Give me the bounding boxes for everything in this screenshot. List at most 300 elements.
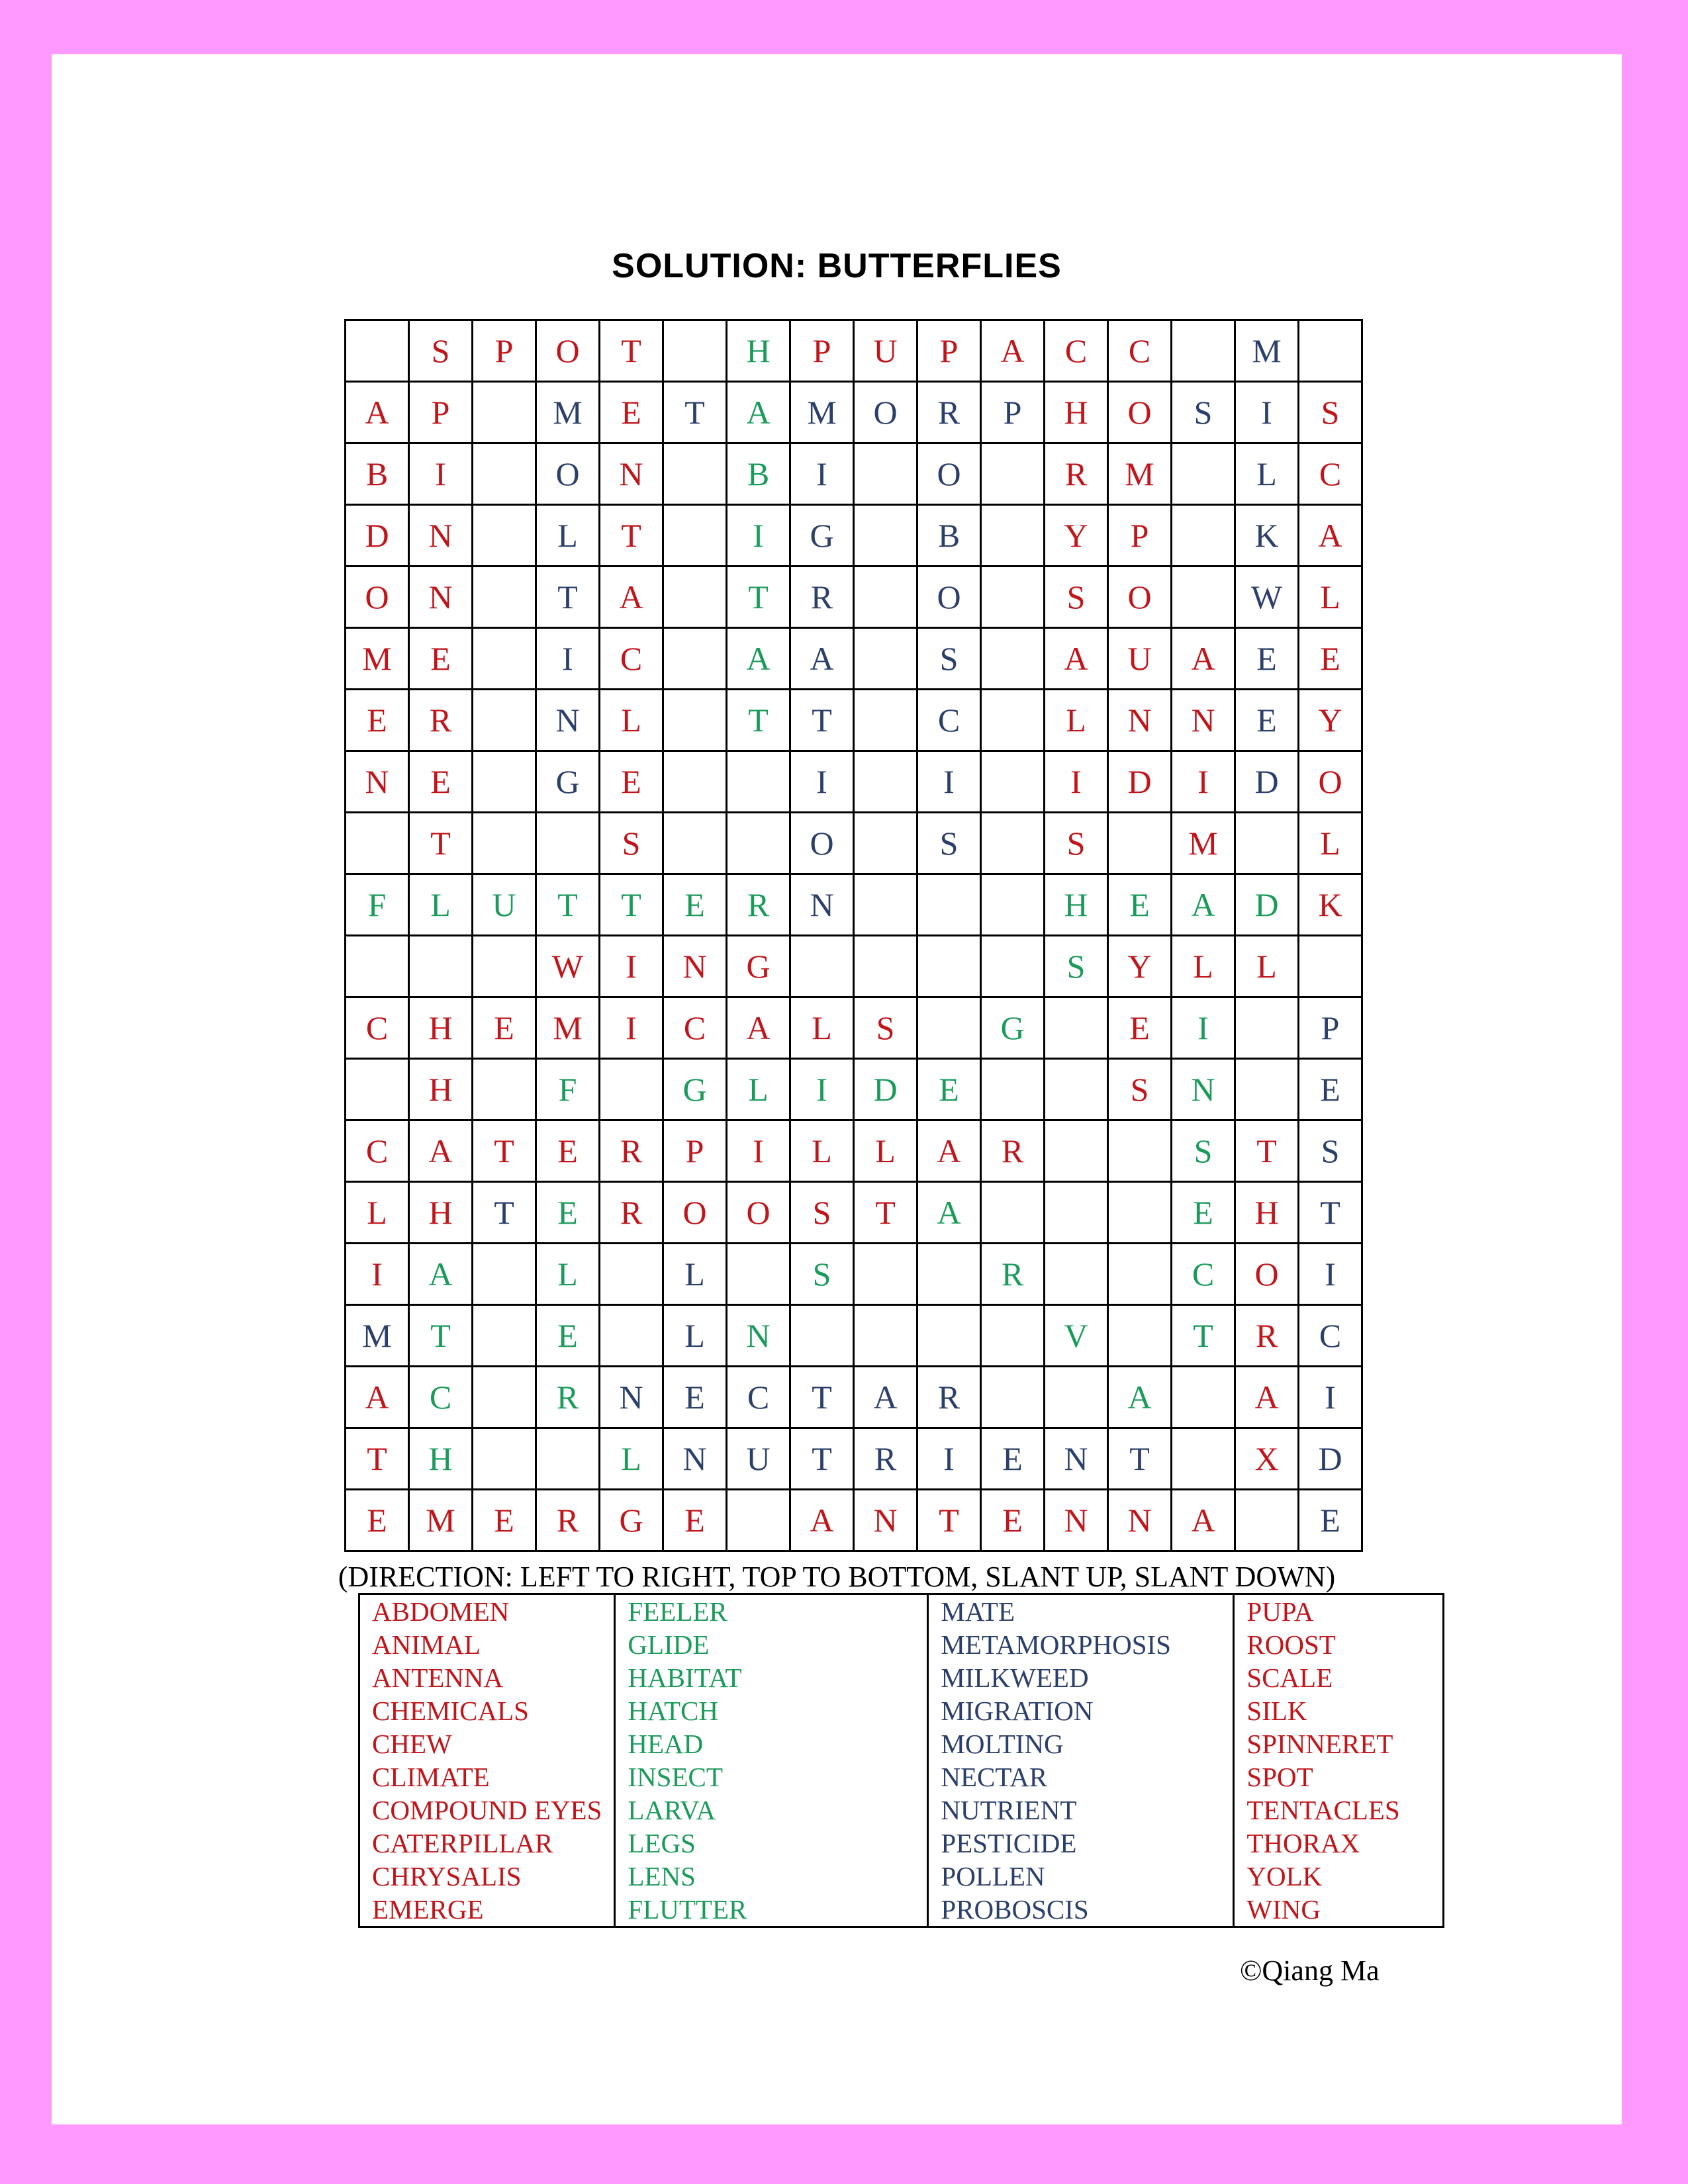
grid-cell — [600, 1059, 663, 1120]
word-list-item: CHEMICALS — [372, 1696, 529, 1726]
grid-cell: C — [346, 997, 409, 1059]
word-list-item: COMPOUND EYES — [372, 1795, 602, 1825]
grid-cell: O — [536, 320, 600, 382]
grid-cell: N — [727, 1305, 790, 1367]
grid-cell: C — [1108, 320, 1172, 382]
grid-cell: R — [917, 1367, 981, 1428]
grid-cell: G — [663, 1059, 727, 1120]
word-list-item: LARVA — [628, 1795, 716, 1825]
grid-cell: H — [727, 320, 790, 382]
grid-cell — [473, 567, 536, 628]
grid-cell: N — [536, 690, 600, 751]
grid-cell: T — [790, 690, 854, 751]
grid-cell: S — [1172, 1120, 1235, 1182]
grid-cell: E — [346, 1490, 409, 1551]
grid-cell — [981, 813, 1045, 874]
grid-cell — [473, 443, 536, 505]
grid-cell — [473, 813, 536, 874]
grid-row — [346, 505, 1362, 567]
grid-cell — [917, 874, 981, 936]
grid-cell: O — [1108, 382, 1172, 443]
grid-cell: Y — [1045, 505, 1108, 567]
grid-cell: D — [1235, 874, 1299, 936]
word-list-item: ANIMAL — [372, 1629, 481, 1660]
grid-cell: M — [1108, 443, 1172, 505]
grid-cell: C — [409, 1367, 473, 1428]
word-list-item: YOLK — [1246, 1861, 1323, 1891]
grid-row — [346, 874, 1362, 936]
grid-cell: H — [409, 1428, 473, 1490]
grid-cell — [1235, 1490, 1299, 1551]
grid-cell: K — [1235, 505, 1299, 567]
grid-cell — [1172, 567, 1235, 628]
grid-cell — [473, 628, 536, 690]
grid-cell — [663, 505, 727, 567]
grid-cell: A — [981, 320, 1045, 382]
grid-cell: G — [600, 1490, 663, 1551]
word-list-item: CLIMATE — [372, 1762, 490, 1792]
grid-cell: L — [727, 1059, 790, 1120]
grid-cell: X — [1235, 1428, 1299, 1490]
grid-cell — [981, 443, 1045, 505]
grid-cell: I — [1299, 1367, 1362, 1428]
grid-cell: T — [346, 1428, 409, 1490]
grid-cell — [1108, 1244, 1172, 1305]
grid-cell: I — [917, 1428, 981, 1490]
grid-cell: M — [346, 628, 409, 690]
grid-cell: A — [409, 1244, 473, 1305]
grid-cell: A — [1045, 628, 1108, 690]
grid-cell — [1299, 320, 1362, 382]
grid-cell — [727, 1244, 790, 1305]
grid-row — [346, 690, 1362, 751]
grid-cell: A — [346, 382, 409, 443]
grid-cell: N — [663, 1428, 727, 1490]
grid-cell: S — [917, 813, 981, 874]
grid-cell: S — [917, 628, 981, 690]
grid-cell: I — [790, 443, 854, 505]
grid-cell — [981, 567, 1045, 628]
grid-cell — [346, 320, 409, 382]
grid-cell: I — [536, 628, 600, 690]
grid-row — [346, 813, 1362, 874]
grid-cell — [1108, 1120, 1172, 1182]
grid-row — [346, 997, 1362, 1059]
grid-cell: N — [1108, 1490, 1172, 1551]
grid-cell: U — [473, 874, 536, 936]
grid-cell — [727, 813, 790, 874]
grid-cell: A — [790, 628, 854, 690]
grid-cell: A — [790, 1490, 854, 1551]
word-list-item: POLLEN — [941, 1861, 1045, 1891]
grid-cell: V — [1045, 1305, 1108, 1367]
grid-cell: S — [1108, 1059, 1172, 1120]
grid-row — [346, 1490, 1362, 1551]
grid-cell — [981, 874, 1045, 936]
word-list-item: CHEW — [372, 1729, 452, 1759]
grid-cell: E — [473, 1490, 536, 1551]
grid-cell: T — [600, 505, 663, 567]
grid-cell: L — [1172, 936, 1235, 997]
grid-cell — [473, 1305, 536, 1367]
grid-cell: N — [346, 751, 409, 813]
grid-cell: R — [981, 1244, 1045, 1305]
grid-cell: R — [854, 1428, 917, 1490]
grid-cell — [981, 1059, 1045, 1120]
grid-cell — [981, 628, 1045, 690]
grid-row — [346, 1428, 1362, 1490]
grid-cell: E — [1299, 1059, 1362, 1120]
grid-cell: S — [409, 320, 473, 382]
grid-cell — [346, 1059, 409, 1120]
grid-cell — [1108, 1182, 1172, 1244]
word-list-item: MATE — [941, 1596, 1015, 1627]
grid-cell — [917, 1305, 981, 1367]
grid-cell — [473, 382, 536, 443]
grid-cell: O — [917, 567, 981, 628]
grid-cell: H — [1045, 874, 1108, 936]
grid-cell: Y — [1299, 690, 1362, 751]
grid-cell: T — [536, 567, 600, 628]
grid-cell: O — [790, 813, 854, 874]
grid-cell: D — [854, 1059, 917, 1120]
grid-cell: W — [1235, 567, 1299, 628]
grid-cell: T — [600, 874, 663, 936]
grid-cell — [473, 690, 536, 751]
grid-cell — [1235, 1059, 1299, 1120]
grid-cell: C — [917, 690, 981, 751]
word-list-item: METAMORPHOSIS — [941, 1629, 1171, 1660]
grid-cell: C — [1299, 443, 1362, 505]
grid-cell: H — [1045, 382, 1108, 443]
grid-cell — [854, 936, 917, 997]
grid-cell: S — [790, 1244, 854, 1305]
grid-cell: N — [663, 936, 727, 997]
grid-cell: A — [1172, 1490, 1235, 1551]
grid-cell: E — [1108, 874, 1172, 936]
grid-cell — [1045, 997, 1108, 1059]
grid-cell: H — [409, 1059, 473, 1120]
grid-row — [346, 382, 1362, 443]
grid-cell — [1045, 1120, 1108, 1182]
grid-cell: A — [727, 628, 790, 690]
grid-cell: G — [790, 505, 854, 567]
grid-cell: E — [981, 1428, 1045, 1490]
grid-cell — [854, 628, 917, 690]
grid-cell — [473, 751, 536, 813]
grid-cell: T — [473, 1120, 536, 1182]
grid-cell: T — [1235, 1120, 1299, 1182]
grid-cell: D — [1235, 751, 1299, 813]
grid-cell: P — [473, 320, 536, 382]
grid-cell: E — [346, 690, 409, 751]
grid-cell: A — [1299, 505, 1362, 567]
grid-cell: N — [600, 1367, 663, 1428]
grid-cell: P — [1108, 505, 1172, 567]
grid-cell — [1172, 443, 1235, 505]
grid-cell: T — [1172, 1305, 1235, 1367]
grid-cell: D — [1108, 751, 1172, 813]
grid-cell: P — [917, 320, 981, 382]
grid-cell: L — [600, 690, 663, 751]
grid-cell: P — [1299, 997, 1362, 1059]
grid-cell — [981, 936, 1045, 997]
grid-cell: I — [1172, 997, 1235, 1059]
grid-cell — [1299, 936, 1362, 997]
grid-cell: N — [1172, 1059, 1235, 1120]
word-list-item: INSECT — [628, 1762, 723, 1792]
grid-cell: N — [1045, 1428, 1108, 1490]
word-list-item: NECTAR — [941, 1762, 1048, 1792]
grid-cell — [917, 997, 981, 1059]
word-list-item: MOLTING — [941, 1729, 1064, 1759]
grid-cell: E — [473, 997, 536, 1059]
grid-cell — [536, 1428, 600, 1490]
grid-cell: T — [536, 874, 600, 936]
word-list-item: ANTENNA — [372, 1662, 504, 1693]
grid-cell: E — [1172, 1182, 1235, 1244]
grid-cell: A — [1108, 1367, 1172, 1428]
grid-cell: P — [981, 382, 1045, 443]
grid-cell: N — [409, 505, 473, 567]
word-list-item: LENS — [628, 1861, 696, 1891]
grid-cell: N — [1172, 690, 1235, 751]
word-list-item: SPINNERET — [1246, 1729, 1393, 1759]
grid-cell — [536, 813, 600, 874]
grid-cell: E — [1299, 628, 1362, 690]
grid-cell — [854, 874, 917, 936]
grid-cell: A — [346, 1367, 409, 1428]
grid-cell — [854, 1244, 917, 1305]
grid-cell — [663, 567, 727, 628]
grid-cell: E — [536, 1120, 600, 1182]
grid-cell — [981, 1305, 1045, 1367]
grid-cell: I — [1172, 751, 1235, 813]
grid-cell: C — [600, 628, 663, 690]
grid-cell — [1235, 997, 1299, 1059]
page-title: SOLUTION: BUTTERFLIES — [612, 247, 1062, 285]
grid-cell: T — [600, 320, 663, 382]
grid-cell: L — [854, 1120, 917, 1182]
grid-cell: T — [854, 1182, 917, 1244]
grid-cell: R — [536, 1490, 600, 1551]
grid-cell: A — [917, 1120, 981, 1182]
grid-cell — [1172, 320, 1235, 382]
grid-cell: S — [1045, 567, 1108, 628]
grid-cell: M — [536, 997, 600, 1059]
grid-row — [346, 443, 1362, 505]
grid-cell: G — [536, 751, 600, 813]
grid-cell: O — [346, 567, 409, 628]
grid-cell: N — [600, 443, 663, 505]
grid-cell: P — [790, 320, 854, 382]
word-list-item: FLUTTER — [628, 1894, 747, 1925]
grid-cell: E — [409, 751, 473, 813]
grid-cell — [981, 1367, 1045, 1428]
grid-cell — [663, 690, 727, 751]
word-search-grid — [344, 319, 1363, 1552]
grid-cell: T — [409, 1305, 473, 1367]
grid-cell — [473, 936, 536, 997]
grid-cell — [981, 505, 1045, 567]
grid-cell: A — [1235, 1367, 1299, 1428]
grid-row — [346, 628, 1362, 690]
grid-cell: C — [727, 1367, 790, 1428]
grid-cell: E — [536, 1182, 600, 1244]
grid-cell: L — [1235, 443, 1299, 505]
grid-cell: O — [536, 443, 600, 505]
grid-cell: S — [854, 997, 917, 1059]
grid-cell: A — [600, 567, 663, 628]
word-list-item: GLIDE — [628, 1629, 710, 1660]
grid-cell — [790, 936, 854, 997]
word-list-item: THORAX — [1246, 1828, 1360, 1858]
grid-cell — [663, 320, 727, 382]
grid-cell — [346, 813, 409, 874]
grid-cell: H — [409, 1182, 473, 1244]
grid-cell: U — [1108, 628, 1172, 690]
grid-cell: C — [1299, 1305, 1362, 1367]
word-list-item: WING — [1246, 1894, 1321, 1925]
grid-cell: T — [1299, 1182, 1362, 1244]
grid-cell: F — [536, 1059, 600, 1120]
grid-cell — [854, 567, 917, 628]
word-list-table — [358, 1593, 1444, 1928]
grid-cell — [473, 505, 536, 567]
grid-cell: R — [981, 1120, 1045, 1182]
word-list-item: HEAD — [628, 1729, 704, 1759]
grid-cell — [1045, 1182, 1108, 1244]
grid-cell: P — [663, 1120, 727, 1182]
grid-cell: Y — [1108, 936, 1172, 997]
grid-cell: O — [917, 443, 981, 505]
grid-cell: T — [473, 1182, 536, 1244]
grid-cell: T — [663, 382, 727, 443]
word-list-item: NUTRIENT — [941, 1795, 1077, 1825]
grid-cell — [1108, 1305, 1172, 1367]
grid-cell: M — [409, 1490, 473, 1551]
grid-cell — [1045, 1367, 1108, 1428]
word-list-item: ROOST — [1246, 1629, 1336, 1660]
word-list-column — [928, 1594, 1234, 1927]
grid-cell: L — [600, 1428, 663, 1490]
grid-cell — [1235, 813, 1299, 874]
grid-cell: S — [1299, 1120, 1362, 1182]
grid-cell: L — [1045, 690, 1108, 751]
grid-cell — [663, 443, 727, 505]
word-list-item: CATERPILLAR — [372, 1828, 553, 1858]
grid-cell: L — [536, 505, 600, 567]
grid-cell: A — [1172, 628, 1235, 690]
grid-cell: O — [1108, 567, 1172, 628]
word-list-item: MIGRATION — [941, 1696, 1094, 1726]
grid-cell: N — [790, 874, 854, 936]
grid-cell — [473, 1428, 536, 1490]
grid-cell: R — [409, 690, 473, 751]
grid-cell: M — [536, 382, 600, 443]
grid-cell: E — [663, 1367, 727, 1428]
direction-note: (DIRECTION: LEFT TO RIGHT, TOP TO BOTTOM, SLANT UP, SLANT DOWN) — [338, 1561, 1336, 1593]
grid-cell: O — [1235, 1244, 1299, 1305]
grid-cell: I — [600, 936, 663, 997]
grid-cell: E — [1299, 1490, 1362, 1551]
grid-cell: E — [600, 751, 663, 813]
grid-cell: E — [917, 1059, 981, 1120]
grid-cell: S — [1045, 813, 1108, 874]
grid-cell: N — [409, 567, 473, 628]
grid-cell: N — [1108, 690, 1172, 751]
word-list-item: ABDOMEN — [372, 1596, 510, 1627]
grid-cell — [346, 936, 409, 997]
grid-cell: B — [727, 443, 790, 505]
word-list-item: HABITAT — [628, 1662, 742, 1693]
grid-cell — [981, 690, 1045, 751]
grid-cell — [854, 690, 917, 751]
grid-cell: B — [346, 443, 409, 505]
grid-cell — [600, 1305, 663, 1367]
grid-cell — [409, 936, 473, 997]
grid-cell: L — [1299, 567, 1362, 628]
grid-cell — [854, 1305, 917, 1367]
grid-cell: H — [409, 997, 473, 1059]
grid-cell: L — [536, 1244, 600, 1305]
grid-cell: N — [1045, 1490, 1108, 1551]
word-list-item: CHRYSALIS — [372, 1861, 522, 1891]
grid-cell: R — [1045, 443, 1108, 505]
grid-cell: D — [1299, 1428, 1362, 1490]
word-list-item: LEGS — [628, 1828, 696, 1858]
grid-cell: W — [536, 936, 600, 997]
grid-cell: N — [854, 1490, 917, 1551]
word-list-item: EMERGE — [372, 1894, 484, 1925]
grid-cell: E — [536, 1305, 600, 1367]
grid-cell: L — [790, 997, 854, 1059]
grid-cell — [473, 1244, 536, 1305]
grid-cell: A — [727, 382, 790, 443]
grid-cell — [917, 1244, 981, 1305]
grid-cell: E — [1235, 628, 1299, 690]
grid-cell: E — [663, 874, 727, 936]
grid-cell: O — [854, 382, 917, 443]
grid-cell: G — [981, 997, 1045, 1059]
word-list-column — [615, 1594, 928, 1927]
grid-cell: L — [409, 874, 473, 936]
grid-cell — [1045, 1244, 1108, 1305]
grid-cell — [1108, 813, 1172, 874]
grid-cell: T — [727, 690, 790, 751]
grid-cell: E — [600, 382, 663, 443]
grid-cell: L — [663, 1305, 727, 1367]
grid-cell: D — [346, 505, 409, 567]
grid-cell — [1172, 1367, 1235, 1428]
grid-cell: C — [663, 997, 727, 1059]
grid-cell — [854, 443, 917, 505]
grid-cell — [1172, 1428, 1235, 1490]
grid-cell: L — [346, 1182, 409, 1244]
grid-cell: E — [1108, 997, 1172, 1059]
grid-cell: M — [790, 382, 854, 443]
grid-cell: U — [727, 1428, 790, 1490]
grid-cell — [663, 751, 727, 813]
grid-row — [346, 1059, 1362, 1120]
grid-cell: A — [917, 1182, 981, 1244]
grid-cell: I — [409, 443, 473, 505]
grid-cell: T — [917, 1490, 981, 1551]
grid-cell: M — [1172, 813, 1235, 874]
grid-cell — [854, 813, 917, 874]
grid-cell: S — [1299, 382, 1362, 443]
grid-row — [346, 1120, 1362, 1182]
